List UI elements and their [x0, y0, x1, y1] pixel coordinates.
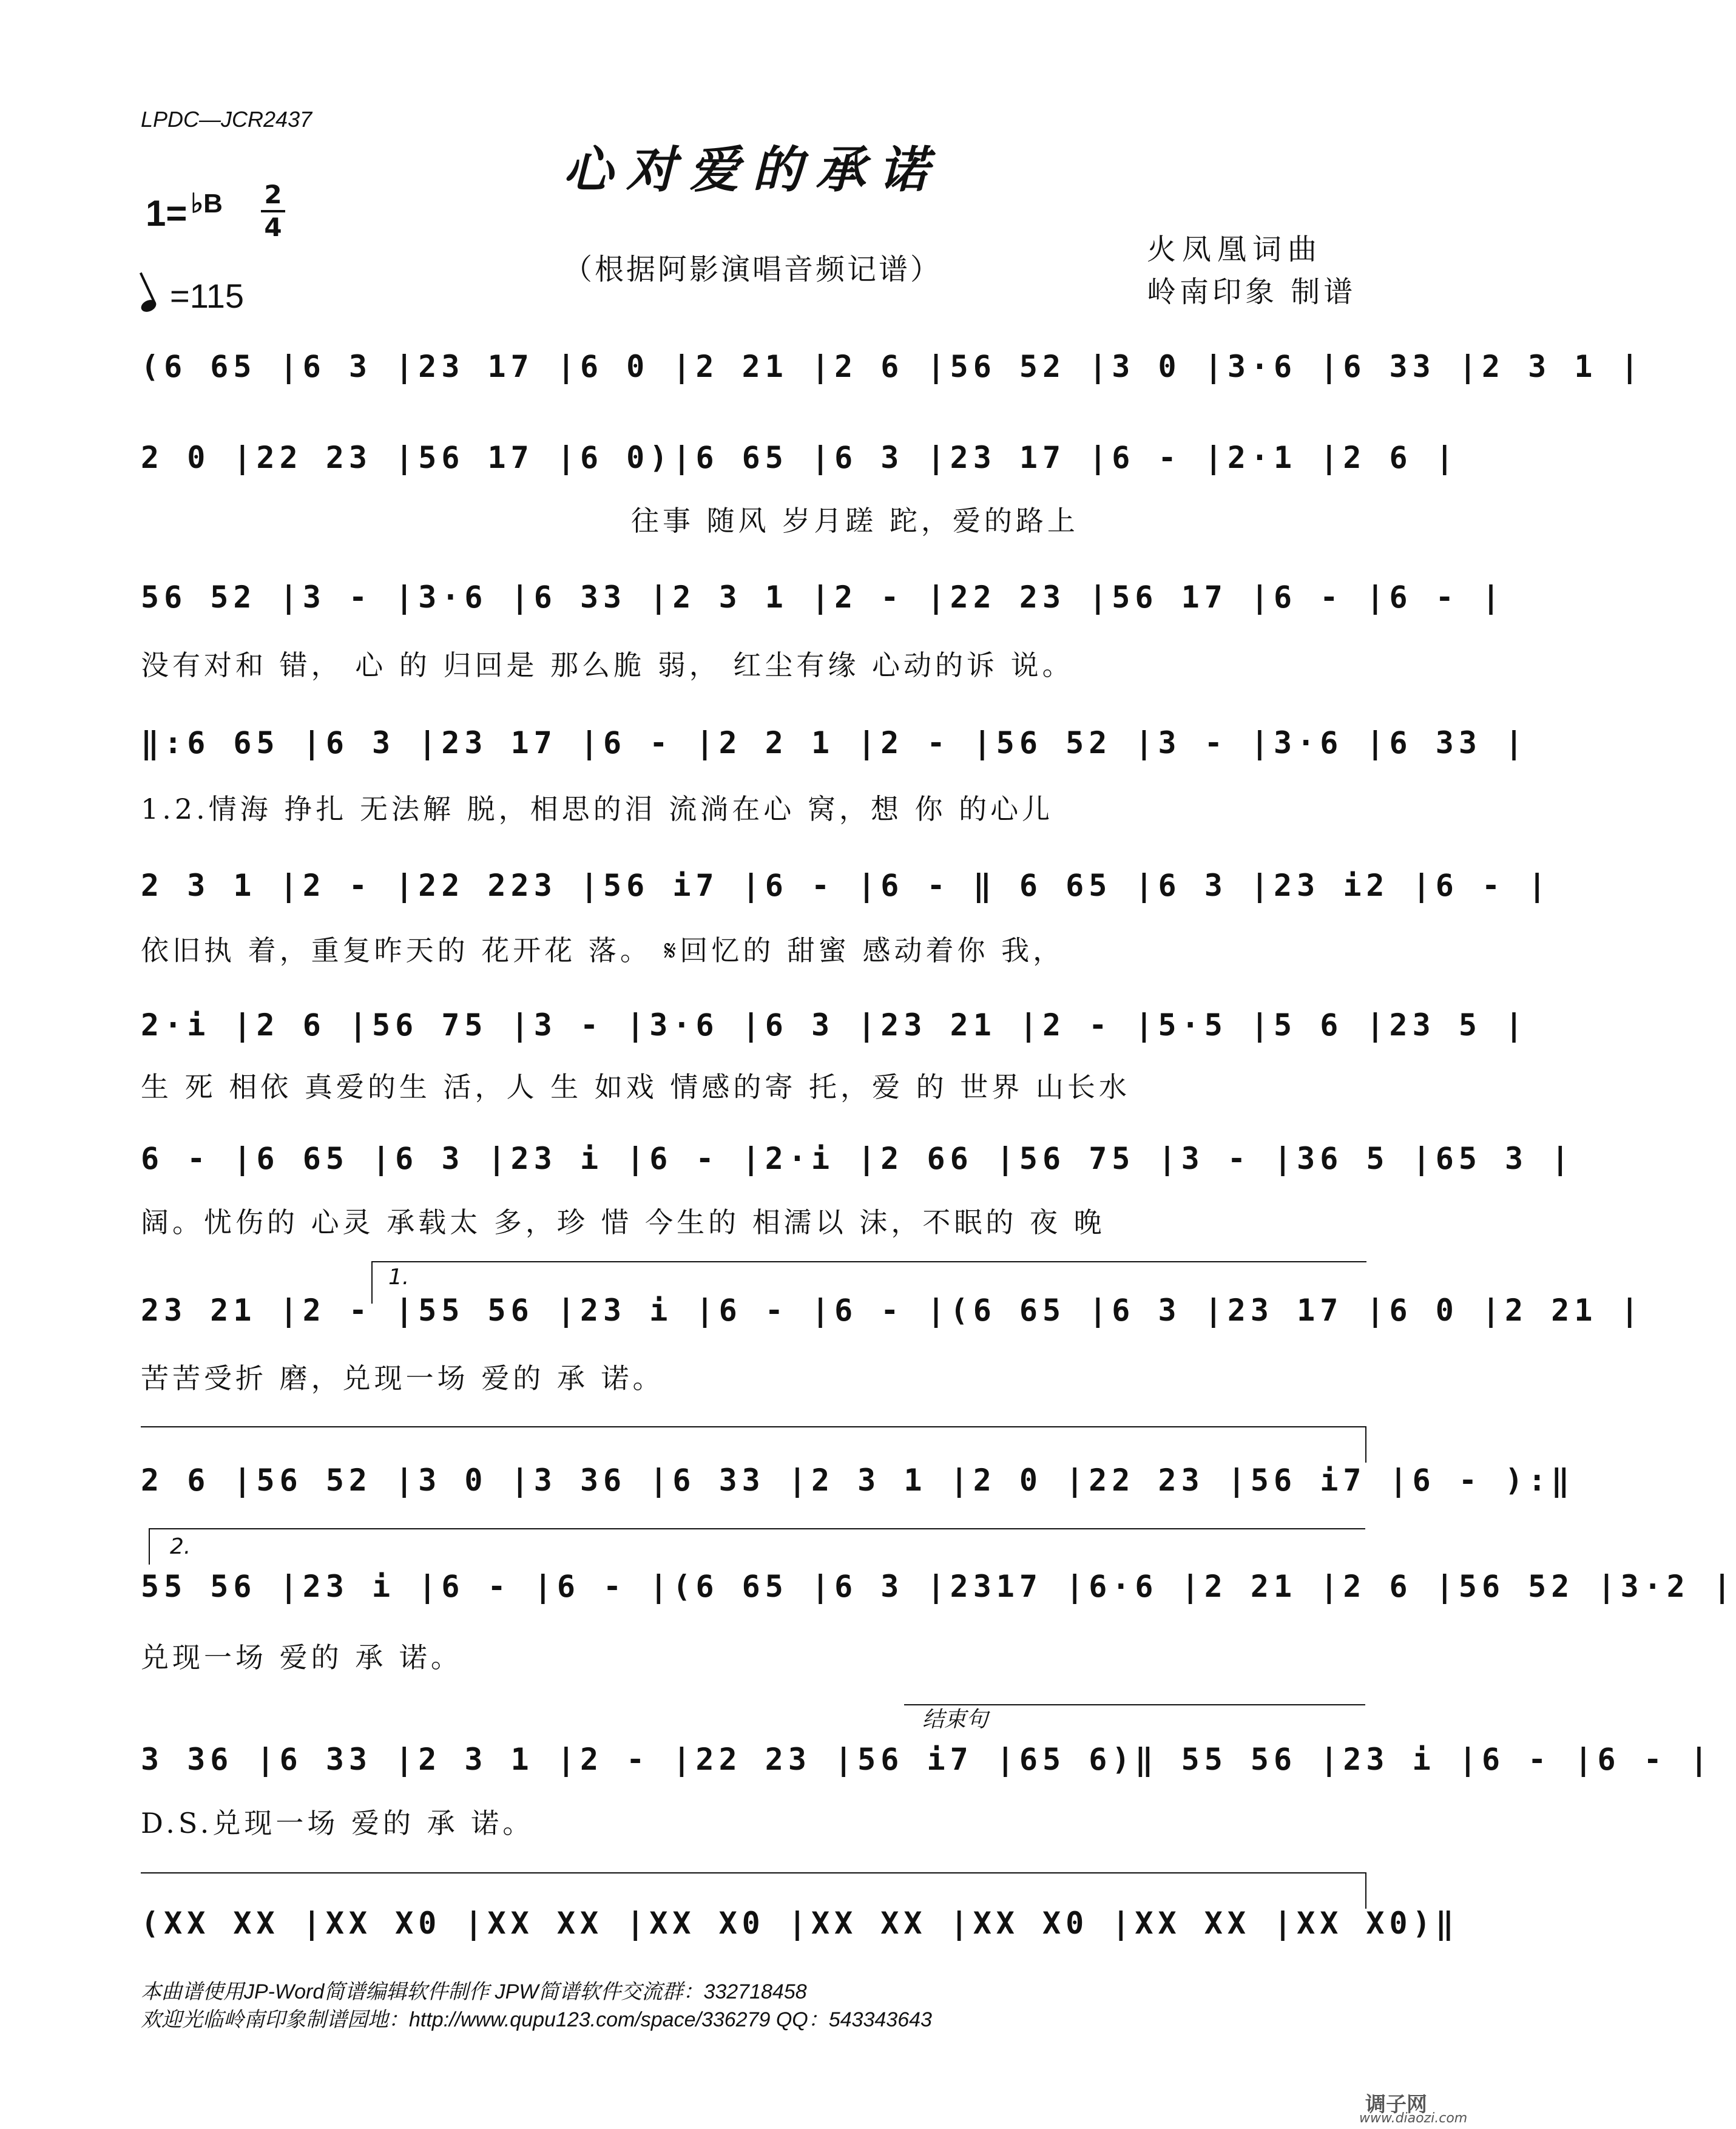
quarter-note-icon — [139, 297, 158, 314]
time-bottom: 4 — [264, 212, 282, 242]
time-signature — [261, 182, 285, 240]
footer-line-1: 本曲谱使用JP-Word简谱编辑软件制作 JPW简谱软件交流群：332718458 — [141, 1980, 807, 2003]
subtitle: （根据阿影演唱音频记谱） — [562, 252, 942, 286]
volta-1-end-tick — [1365, 1426, 1366, 1463]
lyric-line-2: 往事 随风 岁月蹉 跎，爱的路上 — [631, 504, 1079, 537]
volta-2-label: 2. — [170, 1534, 191, 1559]
score-line-4: ‖:6 65 |6 3 |23 17 |6 - |2 2 1 |2 - |56 52 |3 - |3·6 |6 33 | — [141, 725, 1528, 760]
score-line-10: 55 56 |23 i |6 - |6 - |(6 65 |6 3 |2317 |6·6 |2 21 |2 6 |56 52 |3·2 | — [141, 1569, 1736, 1604]
time-top: 2 — [264, 180, 282, 209]
score-line-5: 2 3 1 |2 - |22 223 |56 i7 |6 - |6 - ‖ 6 65 |6 3 |23 i2 |6 - | — [141, 868, 1552, 903]
score-line-7: 6 - |6 65 |6 3 |23 i |6 - |2·i |2 66 |56 75 |3 - |36 5 |65 3 | — [141, 1141, 1575, 1176]
watermark-name: 调子网 — [1365, 2093, 1427, 2117]
lyric-line-8: 苦苦受折 磨，兑现一场 爱的 承 诺。 — [141, 1362, 664, 1395]
volta-2-tick — [149, 1528, 150, 1565]
volta-2-bracket — [149, 1528, 1365, 1529]
score-line-8: 23 21 |2 - |55 56 |23 i |6 - |6 - |(6 65 |6 3 |23 17 |6 0 |2 21 | — [141, 1293, 1644, 1328]
score-line-12: (XX XX |XX X0 |XX XX |XX X0 |XX XX |XX X0 |XX XX |XX X0)‖ — [141, 1906, 1459, 1941]
score-line-1: (6 65 |6 3 |23 17 |6 0 |2 21 |2 6 |56 52 |3 0 |3·6 |6 33 |2 3 1 | — [141, 349, 1644, 384]
volta-1-bracket — [371, 1261, 1366, 1262]
lyric-line-7: 阔。忧伤的 心灵 承载太 多，珍 惜 今生的 相濡以 沫，不眠的 夜 晚 — [141, 1206, 1106, 1239]
percussion-bracket — [141, 1872, 1366, 1873]
score-code: LPDC—JCR2437 — [141, 107, 312, 132]
key-signature — [146, 188, 223, 234]
song-title: 心对爱的承诺 — [563, 141, 942, 199]
lyric-line-4: 1.2.情海 挣扎 无法解 脱，相思的泪 流淌在心 窝，想 你 的心儿 — [141, 793, 1054, 825]
lyric-line-5: 依旧执 着，重复昨天的 花开花 落。 𝄋回忆的 甜蜜 感动着你 我， — [141, 934, 1065, 967]
lyric-line-6: 生 死 相依 真爱的生 活，人 生 如戏 情感的寄 托，爱 的 世界 山长水 — [141, 1071, 1130, 1103]
score-line-9: 2 6 |56 52 |3 0 |3 36 |6 33 |2 3 1 |2 0 |22 23 |56 i7 |6 - ):‖ — [141, 1463, 1575, 1498]
score-line-11: 3 36 |6 33 |2 3 1 |2 - |22 23 |56 i7 |65 6)‖ 55 56 |23 i |6 - |6 - | — [141, 1742, 1713, 1777]
key-flat: ♭B — [191, 189, 223, 218]
lyric-line-11: D.S.兑现一场 爱的 承 诺。 — [141, 1807, 535, 1840]
watermark-url: www.diaozi.com — [1359, 2111, 1468, 2126]
score-line-3: 56 52 |3 - |3·6 |6 33 |2 3 1 |2 - |22 23 |56 17 |6 - |6 - | — [141, 580, 1505, 615]
lyric-line-10: 兑现一场 爱的 承 诺。 — [141, 1641, 462, 1674]
lyric-line-3: 没有对和 错， 心 的 归回是 那么脆 弱， 红尘有缘 心动的诉 说。 — [141, 649, 1074, 682]
score-line-2: 2 0 |22 23 |56 17 |6 0)|6 65 |6 3 |23 17 |6 - |2·1 |2 6 | — [141, 440, 1459, 475]
footer-line-2: 欢迎光临岭南印象制谱园地：http://www.qupu123.com/space/336279 QQ：543343643 — [141, 2008, 932, 2031]
tempo-value: =115 — [170, 277, 244, 315]
percussion-end-tick — [1365, 1872, 1366, 1909]
volta-1-label: 1. — [388, 1265, 410, 1290]
coda-label: 结束句 — [922, 1707, 988, 1732]
arranger-credit: 岭南印象 制谱 — [1147, 275, 1357, 309]
volta-1-continuation — [141, 1426, 1366, 1427]
key-label: 1= — [146, 193, 187, 234]
score-line-6: 2·i |2 6 |56 75 |3 - |3·6 |6 3 |23 21 |2 - |5·5 |5 6 |23 5 | — [141, 1007, 1528, 1043]
composer-credit: 火凤凰词曲 — [1147, 232, 1323, 266]
